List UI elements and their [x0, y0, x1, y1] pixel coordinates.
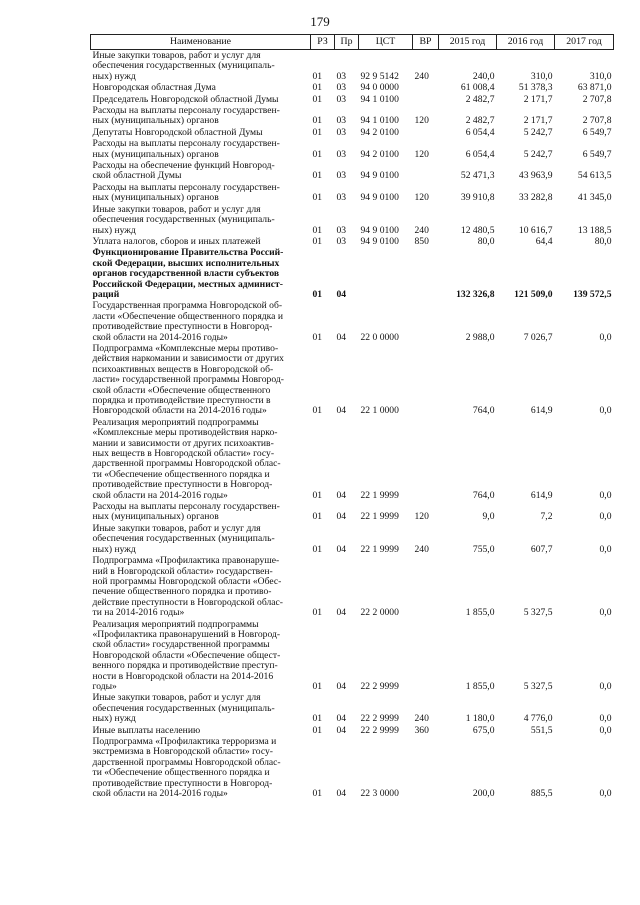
row-name-line: ти «Обеспечение общественного порядка и [92, 468, 270, 480]
table-row [91, 692, 614, 724]
row-pr: 04 [336, 543, 347, 555]
table-row [91, 182, 614, 204]
row-name-line: Уплата налогов, сборов и иных платежей [92, 235, 261, 247]
row-name [91, 619, 311, 693]
row-name-line: Реализация мероприятий подпрограммы [92, 416, 259, 428]
row-2015: 52 471,3 [460, 170, 495, 182]
row-rz: 01 [312, 148, 323, 160]
header-2016: 2016 год [497, 35, 555, 50]
row-vr: 240 [414, 70, 429, 82]
row-2017: 0,0 [599, 680, 612, 692]
row-2016: 7,2 [540, 511, 553, 523]
row-vr: 120 [414, 192, 429, 204]
row-vr: 240 [414, 713, 429, 725]
row-name-line: венного порядка и противодействие преступ- [92, 660, 278, 672]
row-cst: 94 9 0100 [360, 192, 399, 204]
row-name-line: ных) нужд [92, 224, 136, 236]
row-name [91, 523, 311, 555]
row-rz: 01 [312, 724, 323, 736]
row-2016: 64,4 [535, 235, 553, 247]
row-2017: 0,0 [599, 511, 612, 523]
row-name [91, 343, 311, 417]
row-vr: 120 [414, 511, 429, 523]
row-name-line: ности в Новгородской области на 2014-2016 [92, 670, 274, 682]
row-name-line: Новгородской области «Обеспечение общест- [92, 649, 281, 661]
row-rz: 01 [312, 788, 323, 800]
row-rz: 01 [312, 331, 323, 343]
row-cst: 22 1 9999 [360, 543, 399, 555]
row-name-line: ных веществ в Новгородской области» госу- [92, 448, 275, 460]
row-2015: 1 180,0 [465, 713, 495, 725]
row-name [91, 692, 311, 724]
row-name-line: порядка и противодействие преступности в [92, 395, 271, 406]
row-2016: 5 242,7 [523, 126, 553, 138]
header-vr: ВР [413, 35, 439, 50]
row-name-line: Государственная программа Новгородской об- [92, 300, 283, 312]
row-name-line: ской области «Обеспечение общественного [92, 384, 271, 396]
row-vr [413, 555, 439, 618]
row-2017: 139 572,5 [573, 288, 612, 300]
row-pr: 03 [336, 70, 347, 82]
table-row [91, 555, 614, 618]
row-vr [413, 417, 439, 501]
table-row [91, 204, 614, 236]
row-vr [413, 160, 439, 182]
row-2015: 6 054,4 [465, 126, 495, 138]
page-number: 179 [310, 14, 330, 29]
row-2015: 132 326,8 [456, 288, 495, 300]
row-2015: 240,0 [472, 70, 495, 82]
row-name-line: Председатель Новгородской областной Думы [92, 93, 279, 105]
row-name-line: Расходы на выплаты персоналу государствен- [92, 501, 280, 513]
row-rz: 01 [312, 70, 323, 82]
row-2015: 80,0 [477, 235, 495, 247]
row-2017: 0,0 [599, 331, 612, 343]
row-name-line: годы» [92, 680, 117, 692]
row-name-line: ний в Новгородской области» государствен- [92, 565, 273, 577]
row-name [91, 50, 311, 83]
table-row [91, 50, 614, 83]
table-body [91, 50, 614, 800]
header-name: Наименование [91, 35, 311, 50]
row-name-line: Новгородской области на 2014-2016 годы» [92, 405, 267, 417]
row-name [91, 417, 311, 501]
row-vr [413, 619, 439, 693]
row-2017: 6 549,7 [582, 126, 612, 138]
row-cst: 94 9 0100 [360, 170, 399, 182]
row-name-line: Подпрограмма «Комплексные меры противо- [92, 342, 279, 354]
row-name-line: Реализация мероприятий подпрограммы [92, 618, 259, 630]
row-2016: 614,9 [530, 405, 553, 417]
row-name-line: обеспечения государственных (муниципаль- [92, 533, 275, 545]
row-name-line: дарственной программы Новгородской облас- [92, 756, 281, 768]
row-rz: 01 [312, 93, 323, 105]
row-cst: 22 0 0000 [360, 331, 399, 343]
row-cst: 22 2 9999 [360, 713, 399, 725]
row-name-line: Новгородская областная Дума [92, 82, 216, 94]
row-cst: 22 3 0000 [360, 788, 399, 800]
row-2015: 2 482,7 [465, 93, 495, 105]
row-name-line: Подпрограмма «Профилактика правонаруше- [92, 555, 280, 567]
row-rz: 01 [312, 607, 323, 619]
row-pr: 04 [336, 680, 347, 692]
row-name-line: дарственной программы Новгородской облас- [92, 458, 281, 470]
row-cst: 22 2 0000 [360, 607, 399, 619]
row-name-line: «Комплексные меры противодействия нарко- [92, 427, 278, 439]
row-2016: 51 378,3 [518, 82, 553, 94]
row-2015: 764,0 [472, 405, 495, 417]
row-name-line: ных (муниципальных) органов [92, 511, 219, 523]
row-name [91, 182, 311, 204]
row-2016: 5 327,5 [523, 680, 553, 692]
row-cst: 94 1 0100 [360, 115, 399, 127]
row-2015: 61 008,4 [460, 82, 495, 94]
table-row [91, 417, 614, 501]
row-2017: 80,0 [594, 235, 612, 247]
row-2017: 310,0 [589, 70, 612, 82]
row-vr [413, 127, 439, 138]
row-name-line: «Профилактика правонарушений в Новгород- [92, 628, 281, 640]
row-pr: 03 [336, 192, 347, 204]
table-row [91, 82, 614, 93]
row-2016: 551,5 [530, 724, 553, 736]
row-name-line: Иные закупки товаров, работ и услуг для [92, 203, 261, 215]
row-2016: 10 616,7 [518, 224, 553, 236]
table-row [91, 523, 614, 555]
table-row [91, 127, 614, 138]
row-name-line: органов государственной власти субъектов [92, 268, 280, 280]
row-name-line: противодействие преступности в Новгород- [92, 321, 273, 333]
row-pr: 03 [336, 224, 347, 236]
row-vr [413, 247, 439, 300]
row-cst: 94 2 0100 [360, 126, 399, 138]
row-name-line: печение общественного порядка и противо- [92, 586, 272, 598]
row-2015: 9,0 [482, 511, 495, 523]
header-2015: 2015 год [439, 35, 497, 50]
row-name [91, 94, 311, 105]
table-row [91, 236, 614, 247]
row-name-line: ных) нужд [92, 713, 136, 725]
row-name-line: мании и зависимости от других психоактив- [92, 437, 274, 449]
row-2015: 6 054,4 [465, 148, 495, 160]
row-2017: 54 613,5 [577, 170, 612, 182]
row-name [91, 247, 311, 300]
row-name-line: ных (муниципальных) органов [92, 192, 219, 204]
header-2017: 2017 год [555, 35, 614, 50]
row-pr: 04 [336, 788, 347, 800]
row-name-line: ской Федерации, высших исполнительных [92, 257, 280, 269]
row-name-line: ской области на 2014-2016 годы» [92, 489, 228, 501]
row-rz: 01 [312, 713, 323, 725]
row-cst: 94 9 0100 [360, 224, 399, 236]
row-2016: 310,0 [530, 70, 553, 82]
row-rz: 01 [312, 288, 323, 300]
row-name [91, 160, 311, 182]
row-name-line: обеспечения государственных (муниципаль- [92, 214, 275, 226]
row-cst: 94 9 0100 [360, 235, 399, 247]
row-name-line: действия наркомании и зависимости от других [92, 353, 284, 365]
row-vr [413, 82, 439, 93]
row-2015: 2 988,0 [465, 331, 495, 343]
row-name-line: ласти» государственной программы Новгород- [92, 374, 284, 386]
row-cst: 94 2 0100 [360, 148, 399, 160]
row-name-line: ных (муниципальных) органов [92, 115, 219, 127]
row-2017: 2 707,8 [582, 93, 612, 105]
row-name-line: Иные закупки товаров, работ и услуг для [92, 50, 261, 61]
row-cst: 22 1 0000 [360, 405, 399, 417]
header-rz: РЗ [311, 35, 335, 50]
row-name-line: ской области» государственной программы [92, 639, 270, 651]
row-pr: 03 [336, 82, 347, 94]
row-name-line: Расходы на выплаты персоналу государствен- [92, 138, 280, 150]
row-2016: 5 327,5 [523, 607, 553, 619]
row-2015: 2 482,7 [465, 115, 495, 127]
row-2015: 39 910,8 [460, 192, 495, 204]
row-pr: 04 [336, 405, 347, 417]
row-name-line: экстремизма в Новгородской области» госу- [92, 746, 273, 758]
row-rz: 01 [312, 192, 323, 204]
table-row [91, 160, 614, 182]
table-row [91, 736, 614, 799]
row-name-line: ти на 2014-2016 годы» [92, 607, 185, 619]
row-rz: 01 [312, 170, 323, 182]
row-name [91, 236, 311, 247]
row-cst: 94 1 0100 [360, 93, 399, 105]
row-cst: 22 1 9999 [360, 489, 399, 501]
row-rz: 01 [312, 115, 323, 127]
row-name-line: ной программы Новгородской области «Обес- [92, 575, 282, 587]
row-name-line: Иные закупки товаров, работ и услуг для [92, 692, 261, 704]
row-name-line: психоактивных веществ в Новгородской об- [92, 363, 274, 375]
row-pr: 04 [336, 724, 347, 736]
row-name-line: ных) нужд [92, 543, 136, 555]
row-vr: 240 [414, 543, 429, 555]
row-pr: 03 [336, 126, 347, 138]
row-name [91, 300, 311, 343]
row-pr: 04 [336, 511, 347, 523]
row-rz: 01 [312, 82, 323, 94]
row-name-line: противодействие преступности в Новгород- [92, 777, 273, 789]
row-pr: 04 [336, 489, 347, 501]
row-name [91, 555, 311, 618]
row-name-line: действие преступности в Новгородской облас- [92, 596, 283, 608]
row-name-line: Расходы на выплаты персоналу государствен- [92, 181, 280, 193]
row-2017: 41 345,0 [577, 192, 612, 204]
row-name-line: Российской Федерации, местных админист- [92, 278, 283, 290]
row-pr: 04 [336, 713, 347, 725]
row-vr: 850 [414, 235, 429, 247]
table-row [91, 94, 614, 105]
row-vr [413, 94, 439, 105]
row-pr: 04 [336, 288, 347, 300]
budget-table [90, 34, 614, 799]
table-row [91, 501, 614, 523]
row-name-line: ской областной Думы [92, 170, 182, 182]
row-2016: 607,7 [530, 543, 553, 555]
row-rz: 01 [312, 405, 323, 417]
row-name [91, 82, 311, 93]
row-cst: 92 9 5142 [360, 70, 399, 82]
row-rz: 01 [312, 543, 323, 555]
row-2017: 0,0 [599, 489, 612, 501]
row-name-line: противодействие преступности в Новгород- [92, 479, 273, 491]
row-name-line: обеспечения государственных (муниципаль- [92, 702, 275, 714]
row-2016: 7 026,7 [523, 331, 553, 343]
table-row [91, 725, 614, 736]
row-2015: 755,0 [472, 543, 495, 555]
row-pr: 04 [336, 607, 347, 619]
row-name-line: раций [92, 288, 120, 300]
row-2016: 5 242,7 [523, 148, 553, 160]
row-rz: 01 [312, 489, 323, 501]
row-2015: 12 480,5 [460, 224, 495, 236]
row-2016: 614,9 [530, 489, 553, 501]
row-pr: 03 [336, 93, 347, 105]
row-pr: 03 [336, 148, 347, 160]
row-2017: 0,0 [599, 788, 612, 800]
row-name [91, 204, 311, 236]
row-2016: 2 171,7 [523, 115, 553, 127]
row-2015: 675,0 [472, 724, 495, 736]
table-row [91, 138, 614, 160]
row-rz: 01 [312, 224, 323, 236]
row-pr: 04 [336, 331, 347, 343]
row-2017: 2 707,8 [582, 115, 612, 127]
row-2017: 6 549,7 [582, 148, 612, 160]
row-name [91, 736, 311, 799]
row-2017: 63 871,0 [577, 82, 612, 94]
row-vr: 240 [414, 224, 429, 236]
row-2016: 885,5 [530, 788, 553, 800]
table-row [91, 300, 614, 343]
row-cst: 94 0 0000 [360, 82, 399, 94]
row-rz: 01 [312, 680, 323, 692]
row-vr: 120 [414, 148, 429, 160]
row-pr: 03 [336, 235, 347, 247]
row-name-line: Иные выплаты населению [92, 724, 201, 736]
header-pr: Пр [335, 35, 359, 50]
row-2017: 0,0 [599, 713, 612, 725]
row-cst: 22 2 9999 [360, 724, 399, 736]
row-vr [413, 343, 439, 417]
row-2017: 0,0 [599, 405, 612, 417]
row-name-line: ти «Обеспечение общественного порядка и [92, 767, 270, 779]
row-2016: 2 171,7 [523, 93, 553, 105]
row-name-line: ской области на 2014-2016 годы» [92, 331, 228, 343]
row-2016: 33 282,8 [518, 192, 553, 204]
row-rz: 01 [312, 235, 323, 247]
row-2015: 1 855,0 [465, 607, 495, 619]
row-name-line: обеспечения государственных (муниципаль- [92, 60, 275, 72]
row-name-line: Расходы на обеспечение функций Новгород- [92, 160, 275, 172]
row-name-line: Функционирование Правительства Россий- [92, 247, 284, 259]
row-rz: 01 [312, 511, 323, 523]
row-2016: 4 776,0 [523, 713, 553, 725]
row-2016: 43 963,9 [518, 170, 553, 182]
table-row [91, 105, 614, 127]
row-vr: 360 [414, 724, 429, 736]
row-vr: 120 [414, 115, 429, 127]
row-name [91, 138, 311, 160]
row-2017: 0,0 [599, 724, 612, 736]
row-name-line: ных (муниципальных) органов [92, 148, 219, 160]
row-name [91, 725, 311, 736]
row-cst: 22 1 9999 [360, 511, 399, 523]
row-pr: 03 [336, 115, 347, 127]
row-2015: 1 855,0 [465, 680, 495, 692]
row-name-line: ласти «Обеспечение общественного порядка и [92, 310, 283, 322]
table-row [91, 619, 614, 693]
row-vr [413, 736, 439, 799]
row-name-line: Депутаты Новгородской областной Думы [92, 126, 263, 138]
row-vr [413, 300, 439, 343]
row-2017: 0,0 [599, 607, 612, 619]
row-cst: 22 2 9999 [360, 680, 399, 692]
table-header-row [91, 35, 614, 50]
row-2015: 764,0 [472, 489, 495, 501]
row-name [91, 105, 311, 127]
row-name-line: ской области на 2014-2016 годы» [92, 788, 228, 800]
row-2017: 0,0 [599, 543, 612, 555]
header-cst: ЦСТ [359, 35, 413, 50]
row-2017: 13 188,5 [577, 224, 612, 236]
table-row [91, 343, 614, 417]
row-2015: 200,0 [472, 788, 495, 800]
row-name-line: ных) нужд [92, 70, 136, 82]
row-2016: 121 509,0 [514, 288, 553, 300]
row-cst [359, 247, 413, 300]
row-pr: 03 [336, 170, 347, 182]
row-name [91, 127, 311, 138]
row-name-line: Подпрограмма «Профилактика терроризма и [92, 736, 277, 747]
row-name [91, 501, 311, 523]
row-name-line: Иные закупки товаров, работ и услуг для [92, 522, 261, 534]
row-name-line: Расходы на выплаты персоналу государствен- [92, 105, 280, 117]
row-rz: 01 [312, 126, 323, 138]
table-row [91, 247, 614, 300]
